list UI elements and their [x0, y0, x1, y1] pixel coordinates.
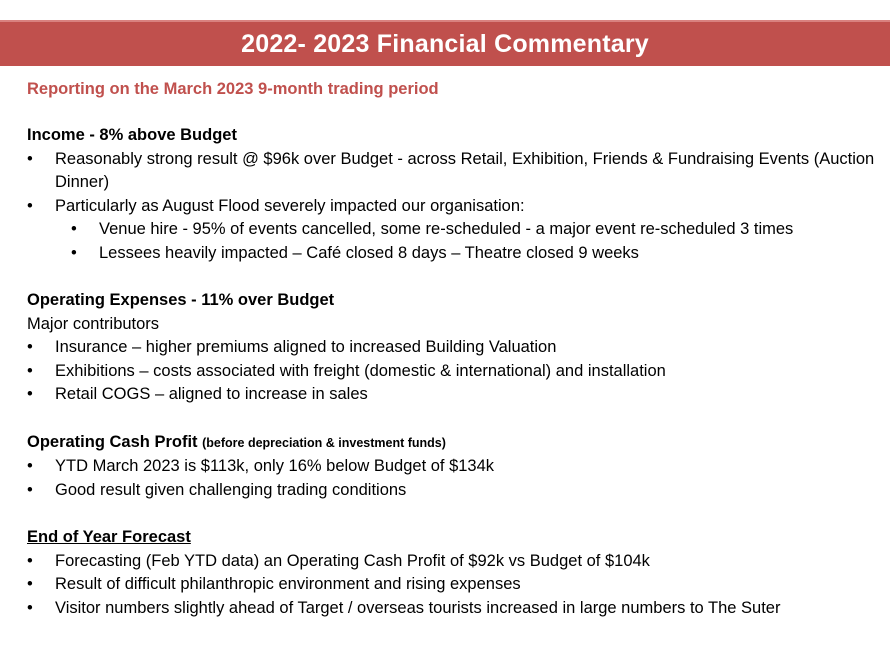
forecast-heading: End of Year Forecast — [27, 528, 191, 546]
list-item: • Visitor numbers slightly ahead of Target / overseas tourists increased in large numbers to The Suter — [27, 597, 877, 621]
list-item: • Lessees heavily impacted – Café closed 8 days – Theatre closed 9 weeks — [27, 242, 877, 266]
reporting-period-subtitle: Reporting on the March 2023 9-month trading period — [27, 80, 439, 98]
bullet-icon: • — [71, 243, 77, 262]
bullet-icon: • — [27, 338, 33, 356]
list-item: • Insurance – higher premiums aligned to increased Building Valuation — [27, 336, 877, 360]
list-item: • Forecasting (Feb YTD data) an Operating Cash Profit of $92k vs Budget of $104k — [27, 550, 877, 574]
title-banner — [0, 20, 890, 66]
income-bullets — [27, 148, 877, 219]
bullet-icon: • — [71, 220, 77, 238]
list-item: • Venue hire - 95% of events cancelled, some re-scheduled - a major event re-scheduled 3 times — [27, 218, 877, 242]
forecast-bullets — [27, 550, 877, 621]
bullet-icon: • — [27, 480, 33, 499]
operating-cash-profit-bullets — [27, 455, 877, 502]
income-sub-bullets — [27, 218, 877, 265]
operating-expenses-heading: Operating Expenses - 11% over Budget — [27, 291, 335, 309]
bullet-icon: • — [27, 385, 33, 403]
operating-expenses-bullets — [27, 336, 877, 407]
income-section — [27, 124, 877, 265]
operating-cash-profit-section — [27, 431, 877, 503]
major-contributors-label: Major contributors — [27, 314, 160, 333]
heading-note: (before depreciation & investment funds) — [202, 435, 446, 450]
list-item: • Result of difficult philanthropic environment and rising expenses — [27, 573, 877, 597]
commentary-body — [27, 78, 877, 620]
list-item: • Reasonably strong result @ $96k over Budget - across Retail, Exhibition, Friends & Fundraising Events (Auction Dinner) — [27, 149, 875, 191]
income-heading: Income - 8% above Budget — [27, 126, 237, 144]
list-item: • Particularly as August Flood severely impacted our organisation: — [27, 195, 877, 219]
bullet-icon: • — [27, 361, 33, 380]
operating-cash-profit-heading: Operating Cash Profit (before depreciation & investment funds) — [27, 432, 446, 451]
list-item: • Retail COGS – aligned to increase in sales — [27, 383, 877, 407]
bullet-icon: • — [27, 457, 33, 475]
bullet-icon: • — [27, 551, 33, 570]
list-item: • Good result given challenging trading conditions — [27, 479, 877, 503]
forecast-section — [27, 526, 877, 620]
bullet-icon: • — [27, 149, 33, 168]
bullet-icon: • — [27, 575, 33, 593]
page-title: 2022- 2023 Financial Commentary — [241, 29, 649, 58]
operating-expenses-section — [27, 289, 877, 407]
bullet-icon: • — [27, 598, 33, 617]
bullet-icon: • — [27, 196, 33, 215]
list-item: • YTD March 2023 is $113k, only 16% below Budget of $134k — [27, 455, 877, 479]
list-item: • Exhibitions – costs associated with freight (domestic & international) and installation — [27, 360, 877, 384]
